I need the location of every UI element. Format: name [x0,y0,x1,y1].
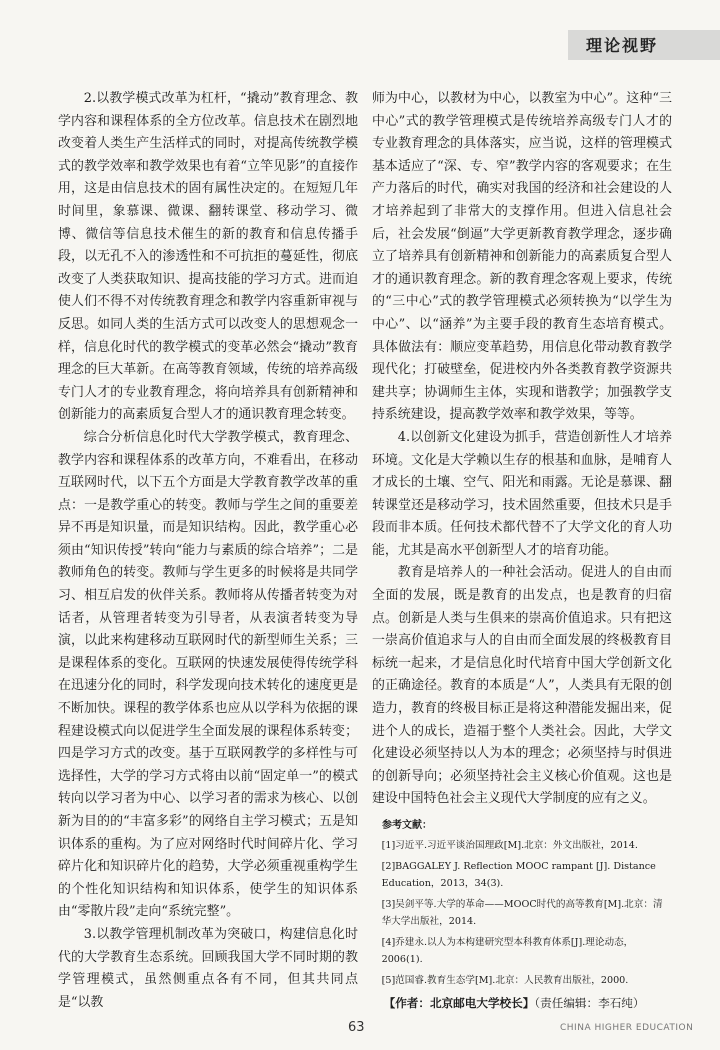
paragraph-three-centers: 师为中心，以教材为中心，以教室为中心”。这种“三中心”式的教学管理模式是传统培养高级专门人才的专业教育理念的具体落实，应当说，这样的管理模式基本适应了“深、专、窄”教学内容的客观要求；在生产力落后的时代，确实对我国的经济和社会建设的人才培养起到了非常大的支撑作用。但进入信息社会后，社会发展“倒逼”大学更新教育教学理念，逐步确立了培养具有创新精神和创新能力的高素质复合型人才的通识教育理念。新的教育理念客观上要求，传统的“三中心”式的教学管理模式必须转换为“以学生为中心”、以“涵养”为主要手段的教育生态培育模式。具体做法有：顺应变革趋势，用信息化带动教育教学现代化；打破壁垒，促进校内外各类教育教学资源共建共享；协调师生主体，实现和谐教学；加强教学支持系统建设，提高教学效率和教学效果，等等。 [372,91,672,423]
reference-item: [2]BAGGALEY J. Reflection MOOC rampant [J]. Distance Education，2013，34(3). [381,861,656,889]
journal-name: CHINA HIGHER EDUCATION [560,1023,694,1033]
reference-item: [1]习近平.习近平谈治国理政[M].北京：外文出版社，2014. [381,840,638,851]
author-prefix: 【作者： [383,996,430,1010]
author-affiliation: 北京邮电大学校长 [429,996,523,1010]
paragraph-education-essence: 教育是培养人的一种社会活动。促进人的自由而全面的发展，既是教育的出发点，也是教育的归宿点。创新是人类与生俱来的崇高价值追求。只有把这一崇高价值追求与人的自由而全面发展的终极教育目标统一起来，才是信息化时代培育中国大学创新文化的正确途径。教育的本质是“人”，人类具有无限的创造力，教育的终极目标正是将这种潜能发掘出来，促进个人的成长，造福于整个人类社会。因此，大学文化建设必须坚持以人为本的理念；必须坚持与时俱进的创新导向；必须坚持社会主义核心价值观。这也是建设中国特色社会主义现代大学制度的应有之义。 [372,565,672,807]
paragraph-management-reform: 3.以教学管理机制改革为突破口，构建信息化时代的大学教育生态系统。回顾我国大学不同时期的教学管理模式，虽然侧重点各有不同，但其共同点是“以教 [58,926,358,1010]
author-suffix: 】 [522,996,535,1010]
left-column [58,88,358,1014]
reference-item: [4]乔建永.以人为本构建研究型本科教育体系[J].理论动态，2006(1). [381,937,634,965]
reference-item: [3]吴剑平等.大学的革命——MOOC时代的高等教育[M].北京：清华大学出版社，2014. [381,899,663,927]
section-label: 理论视野 [586,36,659,55]
author-line [372,993,672,1013]
reference-item: [5]范国睿.教育生态学[M].北京：人民教育出版社，2000. [381,975,629,986]
paragraph-innovation-culture: 4.以创新文化建设为抓手，营造创新性人才培养环境。文化是大学赖以生存的根基和血脉，是哺育人才成长的土壤、空气、阳光和雨露。无论是慕课、翻转课堂还是移动学习，技术固然重要，但技术只是手段而非本质。任何技术都代替不了大学文化的育人功能，尤其是高水平创新型人才的培育功能。 [372,429,672,558]
right-column [372,88,672,1013]
paragraph-teaching-model: 2.以教学模式改革为杠杆，“撬动”教育理念、教学内容和课程体系的全方位改革。信息技术在剧烈地改变着人类生产生活样式的同时，对提高传统教学模式的教学效率和教学效果也有着“立竿见影”的直接作用，这是由信息技术的固有属性决定的。在短短几年时间里，象慕课、微课、翻转课堂、移动学习、微博、微信等信息技术催生的新的教育和信息传播手段，以无孔不入的渗透性和不可抗拒的蔓延性，彻底改变了人类获取知识、提高技能的学习方式。进而迫使人们不得不对传统教育理念和教学内容重新审视与反思。如同人类的生活方式可以改变人的思想观念一样，信息化时代的教学模式的变革必然会“撬动”教育理念的巨大革新。在高等教育领域，传统的培养高级专门人才的专业教育理念，将向培养具有创新精神和创新能力的高素质复合型人才的通识教育理念转变。 [58,91,358,423]
references-title: 参考文献： [382,820,432,831]
page-number: 63 [348,1020,365,1035]
paragraph-reform-focus: 综合分析信息化时代大学教学模式，教育理念、教学内容和课程体系的改革方向，不难看出，在移动互联网时代，以下五个方面是大学教育教学改革的重点：一是教学重心的转变。教师与学生之间的重要差异不再是知识量，而是知识结构。因此，教学重心必须由“知识传授”转向“能力与素质的综合培养”；二是教师角色的转变。教师与学生更多的时候将是共同学习、相互启发的伙伴关系。教师将从传播者转变为对话者，从管理者转变为引导者，从表演者转变为导演，以此来构建移动互联网时代的新型师生关系；三是课程体系的变化。互联网的快速发展使得传统学科在迅速分化的同时，科学发现向技术转化的速度更是不断加快。课程的教学体系也应从以学科为依据的课程建设模式向以促进学生全面发展的课程体系转变；四是学习方式的改变。基于互联网教学的多样性与可选择性，大学的学习方式将由以前“固定单一”的模式转向以学习者为中心、以学习者的需求为核心、以创新为目的的“丰富多彩”的网络自主学习模式；五是知识体系的重构。为了应对网络时代时间碎片化、学习碎片化和知识碎片化的趋势，大学必须重视重构学生的个性化知识结构和知识体系，使学生的知识体系由“零散片段”走向“系统完整”。 [58,429,358,920]
responsible-editor: （责任编辑：李石纯） [534,996,645,1010]
